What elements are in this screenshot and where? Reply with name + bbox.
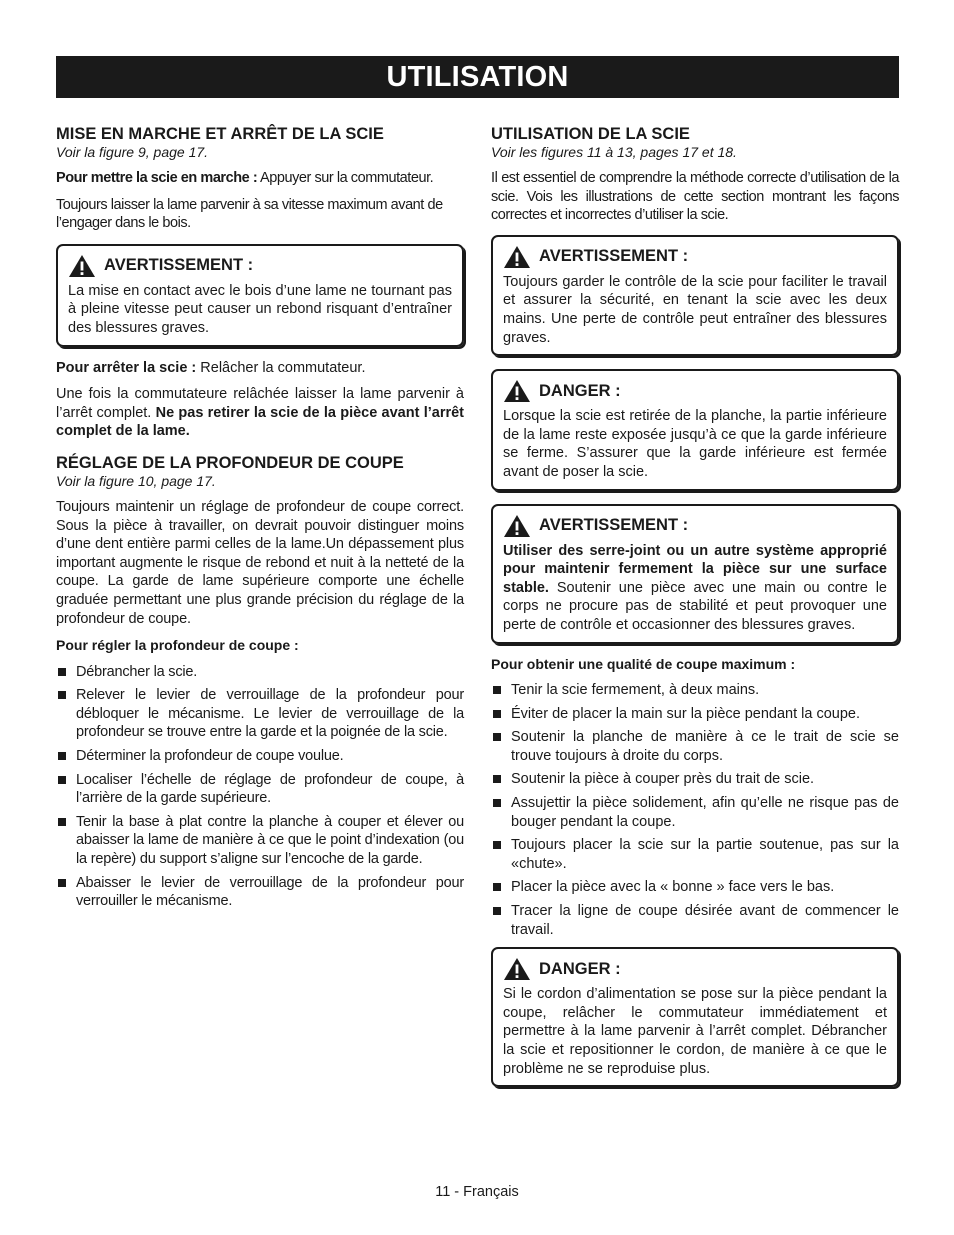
paragraph-after-stop bbox=[56, 385, 464, 441]
paragraph-start bbox=[56, 169, 464, 188]
danger-box bbox=[491, 947, 899, 1087]
paragraph-intro: Il est essentiel de comprendre la méthode correcte d’utilisation de la scie. Vois les illustrations de cette section montrant les façons correctes et incorrectes d’utiliser la scie. bbox=[491, 170, 899, 224]
lead-text: Pour mettre la scie en marche : bbox=[56, 170, 258, 186]
danger-label: DANGER : bbox=[539, 959, 621, 978]
warning-triangle-icon bbox=[503, 245, 531, 269]
body-text: Soutenir une pièce avec une main ou contre le corps ne procure pas de stabilité et peut provoquer une perte de contrôle et occasionner des blessures graves. bbox=[503, 579, 887, 633]
list-item: Soutenir la planche de manière à ce le trait de scie se trouve toujours à droite du corps. bbox=[491, 728, 899, 765]
list-item: Relever le levier de verrouillage de la profondeur pour débloquer le mécanisme. Le levier de verrouillage de la profondeur se trouve entre la garde et la poignée de la scie. bbox=[56, 686, 464, 742]
right-column bbox=[491, 124, 899, 1100]
heading-reglage-profondeur: RÉGLAGE DE LA PROFONDEUR DE COUPE bbox=[56, 453, 404, 472]
square-bullet-icon bbox=[58, 752, 66, 760]
square-bullet-icon bbox=[493, 841, 501, 849]
banner-title: UTILISATION bbox=[386, 60, 569, 93]
square-bullet-icon bbox=[493, 799, 501, 807]
warning-triangle-icon bbox=[68, 254, 96, 278]
list-item: Placer la pièce avec la « bonne » face vers le bas. bbox=[491, 878, 899, 897]
square-bullet-icon bbox=[58, 668, 66, 676]
square-bullet-icon bbox=[493, 907, 501, 915]
warning-triangle-icon bbox=[503, 957, 531, 981]
warning-box bbox=[491, 504, 899, 644]
left-column bbox=[56, 124, 464, 916]
list-item: Tenir la base à plat contre la planche à couper et élever ou abaisser la lame de manière à ce que le point d’indexation (ou la repère) du support s’aligne sur l’encoche de la garde. bbox=[56, 813, 464, 869]
depth-steps-list bbox=[56, 663, 464, 911]
warning-triangle-icon bbox=[503, 514, 531, 538]
warning-text bbox=[503, 542, 887, 635]
list-item: Soutenir la pièce à couper près du trait de scie. bbox=[491, 770, 899, 789]
paragraph-speed: Toujours laisser la lame parvenir à sa vitesse maximum avant de l’engager dans le bois. bbox=[56, 196, 443, 232]
square-bullet-icon bbox=[493, 775, 501, 783]
heading-mise-en-marche: MISE EN MARCHE ET ARRÊT DE LA SCIE bbox=[56, 125, 384, 143]
paragraph-depth: Toujours maintenir un réglage de profondeur de coupe correct. Sous la pièce à travailler, on devrait pouvoir distinguer moins d’une dent entière parmi celles de la lame.Un dépassement plus important augmente le risque de rebond et nuit à la netteté de la coupe. La garde de lame supérieure comporte une échelle graduée permettant une plus grande précision du réglage de la profondeur de coupe. bbox=[56, 498, 464, 627]
list-item: Toujours placer la scie sur la partie soutenue, pas sur la «chute». bbox=[491, 836, 899, 873]
list-item: Éviter de placer la main sur la pièce pendant la coupe. bbox=[491, 705, 899, 724]
bold-text: Ne pas retirer la scie de la pièce avant l’arrêt complet de la lame. bbox=[56, 404, 464, 440]
list-item: Débrancher la scie. bbox=[56, 663, 464, 682]
list-item: Tenir la scie fermement, à deux mains. bbox=[491, 681, 899, 700]
figure-reference: Voir la figure 9, page 17. bbox=[56, 144, 209, 160]
quality-tips-list bbox=[491, 681, 899, 939]
page-footer: 11 - Français bbox=[435, 1184, 519, 1200]
warning-box bbox=[491, 235, 899, 356]
body-text: Une fois la commutateure relâchée laisser la lame parvenir à l’arrêt complet. bbox=[56, 386, 464, 421]
danger-label: DANGER : bbox=[539, 381, 621, 400]
list-item: Localiser l’échelle de réglage de profondeur de coupe, à l’arrière de la garde supérieure. bbox=[56, 771, 464, 808]
square-bullet-icon bbox=[58, 776, 66, 784]
warning-title bbox=[503, 514, 887, 538]
square-bullet-icon bbox=[58, 818, 66, 826]
danger-title bbox=[503, 957, 887, 981]
warning-box bbox=[56, 244, 464, 347]
paragraph-stop bbox=[56, 359, 464, 378]
warning-label: AVERTISSEMENT : bbox=[539, 247, 689, 266]
danger-text: Si le cordon d’alimentation se pose sur la pièce pendant la coupe, relâcher le commutateur immédiatement et permettre à la lame parvenir à l’arrêt complet. Débrancher la scie et repositionner le cordon, de manière à ce que le problème ne se reproduise plus. bbox=[503, 986, 887, 1077]
warning-title bbox=[68, 254, 452, 278]
danger-title bbox=[503, 379, 887, 403]
warning-label: AVERTISSEMENT : bbox=[104, 256, 254, 275]
warning-title bbox=[503, 245, 887, 269]
warning-text: Toujours garder le contrôle de la scie pour faciliter le travail et assurer la sécurité, en tenant la scie avec les deux mains. Une perte de contrôle peut entraîner des blessures graves. bbox=[503, 273, 887, 346]
list-item: Abaisser le levier de verrouillage de la profondeur pour verrouiller le mécanisme. bbox=[56, 874, 464, 911]
list-item: Déterminer la profondeur de coupe voulue. bbox=[56, 747, 464, 766]
subheading-quality: Pour obtenir une qualité de coupe maximum : bbox=[491, 655, 796, 672]
body-text: Appuyer sur la commutateur. bbox=[257, 170, 434, 186]
list-item: Assujettir la pièce solidement, afin qu’elle ne risque pas de bouger pendant la coupe. bbox=[491, 794, 899, 831]
figure-reference: Voir les figures 11 à 13, pages 17 et 18. bbox=[491, 144, 737, 160]
heading-utilisation-scie: UTILISATION DE LA SCIE bbox=[491, 125, 690, 143]
section-banner bbox=[56, 56, 899, 98]
square-bullet-icon bbox=[493, 883, 501, 891]
danger-box bbox=[491, 369, 899, 490]
list-item: Tracer la ligne de coupe désirée avant de commencer le travail. bbox=[491, 902, 899, 939]
bold-text: Utiliser des serre-joint ou un autre système approprié pour maintenir fermement la pièce sur une surface stable. bbox=[503, 542, 887, 596]
warning-triangle-icon bbox=[503, 379, 531, 403]
subheading-depth: Pour régler la profondeur de coupe : bbox=[56, 637, 299, 654]
figure-reference: Voir la figure 10, page 17. bbox=[56, 472, 216, 489]
lead-text: Pour arrêter la scie : bbox=[56, 359, 197, 376]
body-text: Relâcher la commutateur. bbox=[196, 359, 366, 376]
warning-label: AVERTISSEMENT : bbox=[539, 516, 689, 535]
square-bullet-icon bbox=[493, 686, 501, 694]
danger-text: Lorsque la scie est retirée de la planche, la partie inférieure de la lame reste exposée jusqu’à ce que la garde inférieure se ferme. S’assurer que la garde inférieure est fermée avant de poser la scie. bbox=[503, 408, 887, 480]
square-bullet-icon bbox=[58, 691, 66, 699]
square-bullet-icon bbox=[493, 710, 501, 718]
square-bullet-icon bbox=[58, 879, 66, 887]
warning-text: La mise en contact avec le bois d’une lame ne tournant pas à pleine vitesse peut causer un rebond risquant d’entraîner des blessures graves. bbox=[68, 282, 452, 336]
square-bullet-icon bbox=[493, 733, 501, 741]
